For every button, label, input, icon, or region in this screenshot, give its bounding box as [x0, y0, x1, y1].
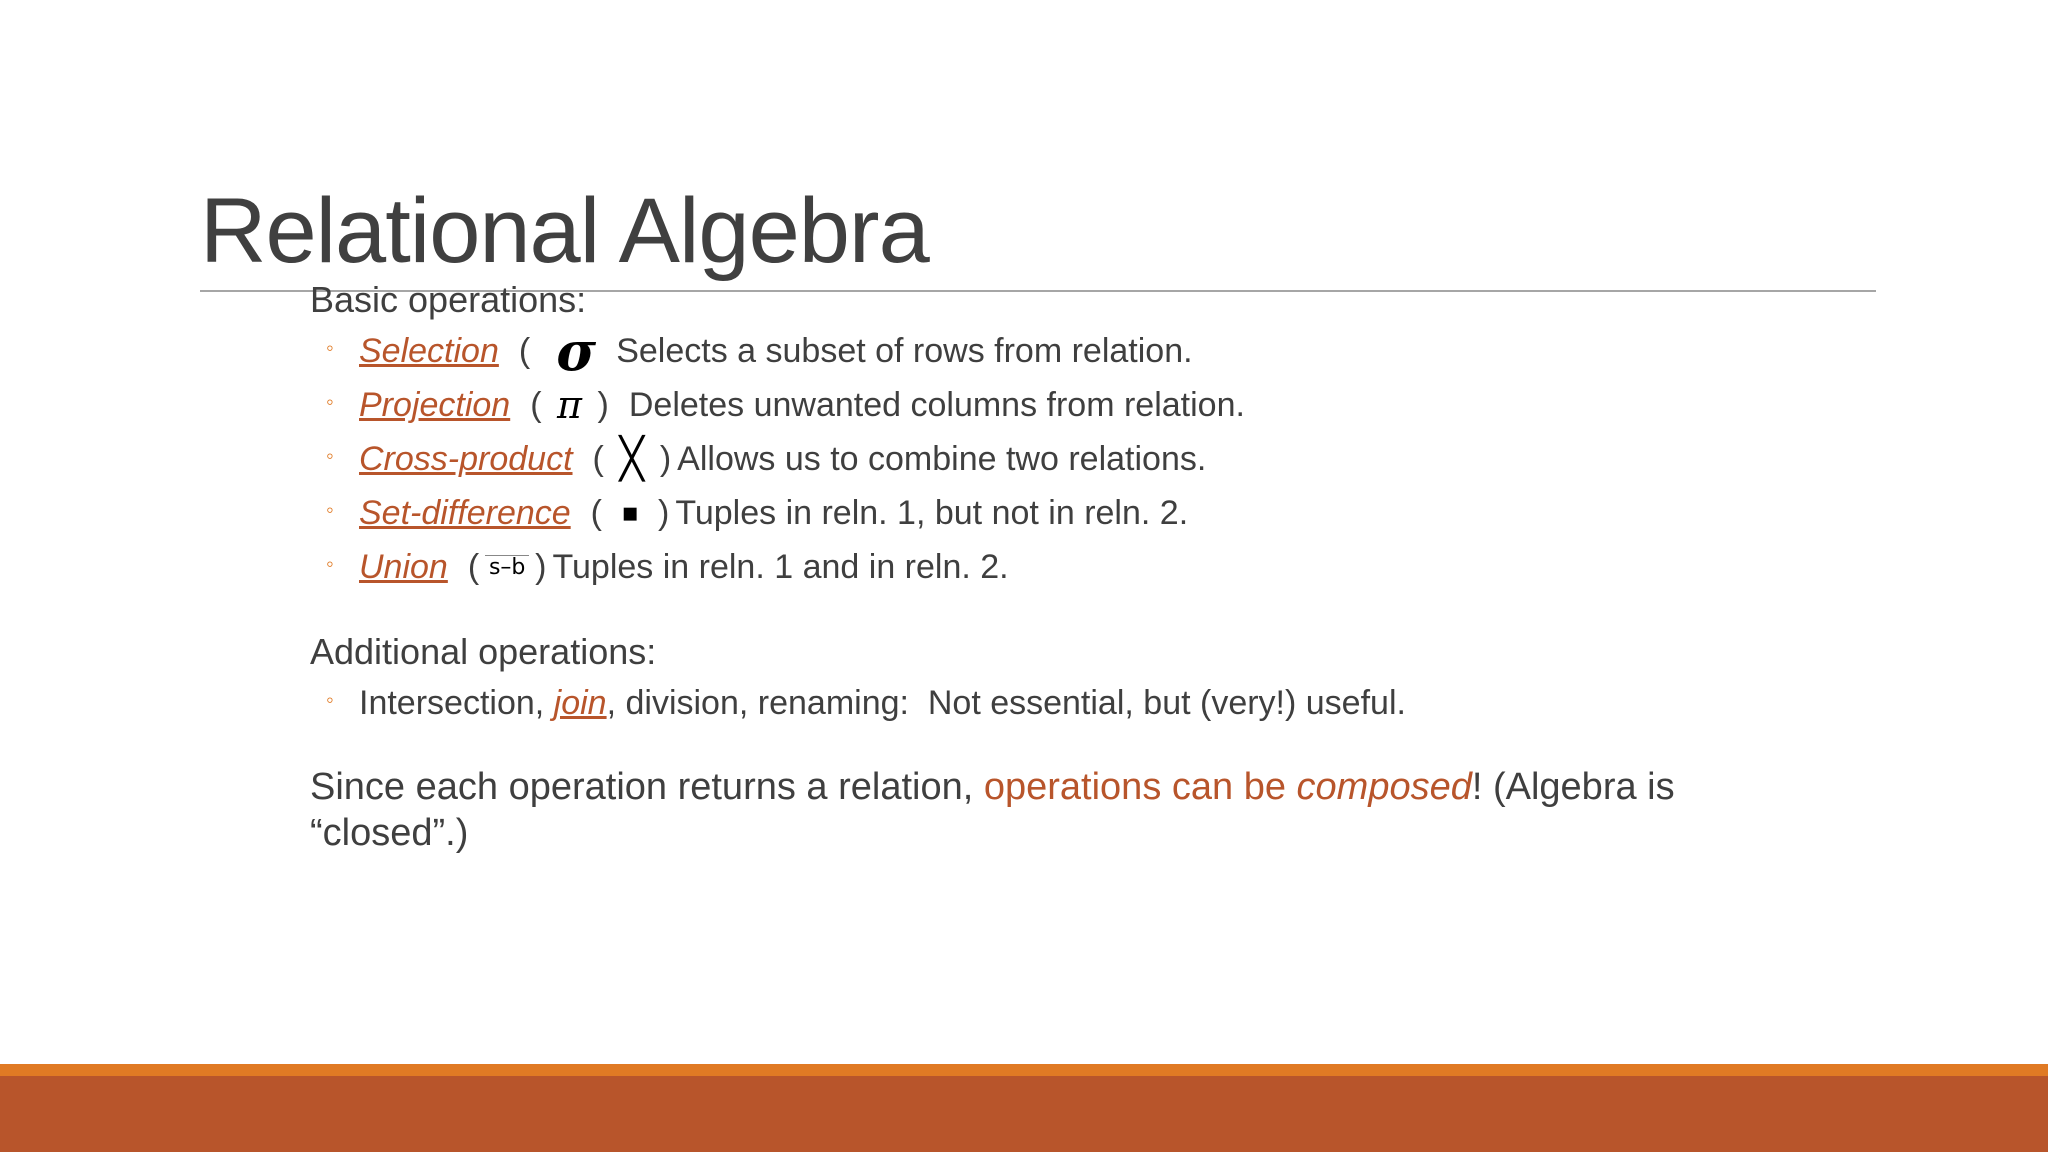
pi-symbol-icon: π [557, 383, 583, 427]
close-paren: ) [535, 548, 547, 586]
close-paren: ) [597, 386, 609, 424]
basic-operations-list [310, 319, 1870, 594]
join-link[interactable]: join [553, 684, 607, 722]
footer-band-dark [0, 1076, 2048, 1152]
additional-prefix: Intersection, [359, 684, 554, 722]
bullet-icon: ◦ [326, 335, 334, 360]
bullet-icon: ◦ [326, 687, 334, 712]
footer-band-light [0, 1064, 2048, 1076]
projection-link[interactable]: Projection [359, 386, 511, 424]
cross-symbol-icon: ╳ [619, 436, 644, 482]
list-item-additional [310, 676, 1870, 730]
bullet-icon: ◦ [326, 497, 334, 522]
bullet-icon: ◦ [326, 443, 334, 468]
open-paren: ( [530, 386, 542, 424]
closing-end: ! (Algebra is “closed”.) [310, 766, 1675, 854]
minus-symbol-icon: ▪ [621, 498, 639, 528]
union-description: Tuples in reln. 1 and in reln. 2. [552, 548, 1009, 586]
open-paren: ( [467, 548, 480, 586]
close-paren: ) [658, 494, 670, 532]
list-item-set-difference [310, 486, 1870, 540]
slide-body [310, 276, 1870, 856]
list-item-selection [310, 319, 1870, 383]
closing-accent-italic: composed [1296, 766, 1472, 808]
projection-description: Deletes unwanted columns from relation. [628, 386, 1245, 424]
cross-product-description: Allows us to combine two relations. [677, 440, 1207, 478]
slide-title: Relational Algebra [200, 180, 929, 282]
open-paren: ( [592, 440, 604, 478]
open-paren: ( [590, 494, 602, 532]
list-item-projection [310, 378, 1870, 432]
cross-product-link[interactable]: Cross-product [359, 440, 573, 478]
close-paren: ) [659, 440, 672, 478]
list-item-cross-product [310, 432, 1870, 486]
open-paren: ( [518, 332, 531, 370]
additional-suffix: , division, renaming: Not essential, but (very!) useful. [606, 684, 1406, 722]
set-difference-link[interactable]: Set-difference [359, 494, 571, 532]
additional-operations-heading: Additional operations: [310, 631, 657, 672]
closing-start: Since each operation returns a relation, [310, 766, 984, 808]
closing-statement [310, 764, 1770, 856]
closing-accent: operations can be [983, 766, 1297, 808]
basic-operations-heading: Basic operations: [310, 279, 587, 320]
selection-link[interactable]: Selection [359, 332, 499, 370]
additional-operations-list [310, 676, 1870, 730]
bullet-icon: ◦ [326, 389, 334, 414]
list-item-union [310, 540, 1870, 594]
union-link[interactable]: Union [359, 548, 448, 586]
selection-description: Selects a subset of rows from relation. [616, 332, 1193, 370]
bullet-icon: ◦ [326, 551, 334, 576]
sigma-symbol-icon: σ [556, 319, 597, 383]
set-difference-description: Tuples in reln. 1, but not in reln. 2. [675, 494, 1189, 532]
union-symbol-icon: s–b [485, 555, 529, 580]
